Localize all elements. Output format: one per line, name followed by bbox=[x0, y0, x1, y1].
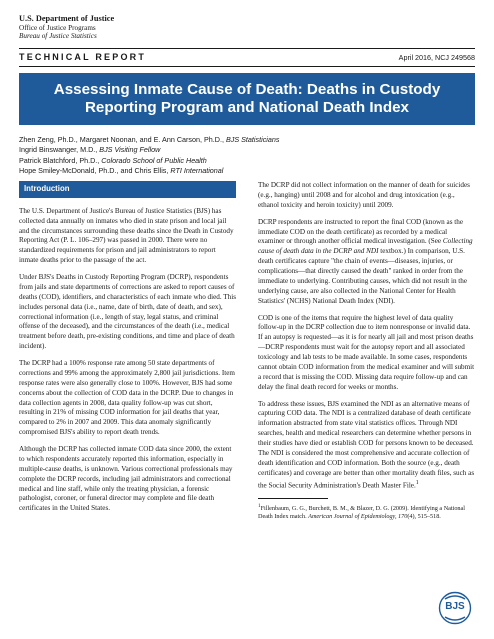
author-affiliation: BJS Visiting Fellow bbox=[99, 145, 161, 155]
header-rule-top bbox=[19, 48, 475, 49]
title-line-1: Assessing Inmate Cause of Death: Deaths in Custody bbox=[53, 80, 441, 98]
body-paragraph: To address these issues, BJS examined the NDI as an alternative means of capturing COD data. The NDI is a centralized database of death certificate information abstracted from state vital statistics offices. Through NDI searches, health and medical researchers can determine whether persons in their studies have died or establish COD for persons known to be deceased. The NDI is considered the most comprehensive and accurate collection of death identification and COD information. Both the source (e.g., death certificates) and coverage are better than other mortality death files, such as the Social Security Administration's Death Master File.$^1$ bbox=[258, 399, 475, 489]
bjs-logo bbox=[438, 591, 472, 625]
section-heading-introduction: Introduction bbox=[19, 181, 236, 198]
body-paragraph: The DCRP had a 100% response rate among 50 state departments of corrections and 99% among the approximately 2,800 jail jurisdictions. Item response rates were also generally close to 100%. However, BJS had some concerns about the collection of COD data in the DCRP. Due to changes in data collection agents in 2008, data quality follow-up was cut short, resulting in 21% of missing COD information for jail deaths that year, compared to 2% in 2007 and 2009. This data anomaly significantly compromised BJS's ability to report death trends. bbox=[19, 359, 235, 437]
author-list bbox=[19, 135, 279, 177]
report-type-label: TECHNICAL REPORT bbox=[19, 52, 147, 62]
title-line-2: Reporting Program and National Death Index bbox=[84, 99, 410, 116]
bureau-name: Bureau of Justice Statistics bbox=[19, 31, 97, 40]
body-paragraph: COD is one of the items that require the highest level of data quality follow-up in the DCRP collection due to item nonresponse or invalid data. If an autopsy is requested—as it is for nearly all jail and most prison deaths—DCRP respondents must wait for the autopsy report and all associated toxicology and lab tests to be made available. In some cases, respondents cannot obtain COD information from the medical examiner and will submit a record that is missing the COD. Missing data require follow-up and can delay the final death record for weeks or months. bbox=[258, 313, 475, 391]
footnote-number: 1 bbox=[258, 502, 261, 509]
author-affiliation: RTI International bbox=[170, 166, 224, 176]
report-date: April 2016, NCJ 249568 bbox=[398, 53, 475, 62]
title-banner bbox=[19, 73, 475, 125]
author-affiliation: Colorado School of Public Health bbox=[101, 155, 207, 165]
author-line: Ingrid Binswanger, M.D., BJS Visiting Fellow bbox=[19, 145, 161, 155]
textbox-reference: Collecting cause of death data in the DCRP and NDI bbox=[258, 237, 473, 256]
agency-name: U.S. Department of Justice bbox=[19, 14, 115, 23]
body-paragraph: The U.S. Department of Justice's Bureau of Justice Statistics (BJS) has collected data annually on inmates who died in state prison and local jail and the circumstances surrounding these deaths since the Death in Custody Reporting Act (P. L. 106–297) was passed in 2000. There were no standardized requirements for prison and jail administrators to report inmate deaths prior to the passage of the act. bbox=[19, 206, 234, 265]
body-paragraph: DCRP respondents are instructed to report the final COD (known as the immediate COD on the death certificate) as recorded by a medical examiner or through another official medical investigation. (See Collecting cause of death data in the DCRP and NDI textbox.) In comparison, U.S. death certificates capture "the chain of events—diseases, injuries, or complications—that directly caused the death" ranked in order from the immediate to underlying. Contributing causes, which did not result in the underlying cause, are also collected in the National Center for Health Statistics' (NCHS) National Death Index (NDI). bbox=[258, 217, 473, 305]
footnote-rule bbox=[258, 498, 328, 499]
footnote: $^1$Fillenbaum, G. G., Burchett, B. M., & Blazer, D. G. (2009). Identifying a National Death Index match. American Journal of Epidemiology, 170(4), 515–518. bbox=[258, 502, 465, 521]
body-paragraph: Under BJS's Deaths in Custody Reporting Program (DCRP), respondents from jails and state departments of corrections are asked to report causes of deaths (COD), identifiers, and characteristics of each inmate who died. This includes personal data (i.e., name, date of birth, date of death, and sex), correctional information (i.e., length of stay, legal status, and criminal offense of the deceased), and the circumstances of the death (i.e., medical treatment before death, pre-existing conditions, and time and place of death incident). bbox=[19, 273, 236, 351]
office-name: Office of Justice Programs bbox=[19, 23, 96, 32]
body-paragraph: Although the DCRP has collected inmate COD data since 2000, the extent to which respondents accurately reported this information, especially in multiple-cause deaths, is unknown. Various correctional professionals may complete the DCRP records, including jail administrators and correctional medical and line staff, while only the treating physician, a forensic pathologist, coroner, or funeral director may complete and file death certificates in the United States. bbox=[19, 445, 233, 513]
right-column bbox=[258, 181, 475, 522]
body-paragraph: The DCRP did not collect information on the manner of death for suicides (e.g., hanging) until 2008 and for alcohol and drug intoxication (e.g., ethanol toxicity and heroin toxicity) until 2009. bbox=[258, 181, 470, 209]
left-column bbox=[19, 181, 236, 521]
logo-text: BJS bbox=[445, 601, 465, 612]
author-affiliation: BJS Statisticians bbox=[225, 135, 280, 144]
author-line: Hope Smiley-McDonald, Ph.D., and Chris Ellis, RTI International bbox=[19, 166, 224, 176]
header-rule-bottom bbox=[19, 66, 475, 67]
footnote-marker: 1 bbox=[415, 479, 419, 486]
author-line: Zhen Zeng, Ph.D., Margaret Noonan, and E. Ann Carson, Ph.D., BJS Statisticians bbox=[19, 135, 280, 144]
author-line: Patrick Blatchford, Ph.D., Colorado School of Public Health bbox=[19, 155, 207, 165]
agency-block bbox=[19, 14, 114, 40]
